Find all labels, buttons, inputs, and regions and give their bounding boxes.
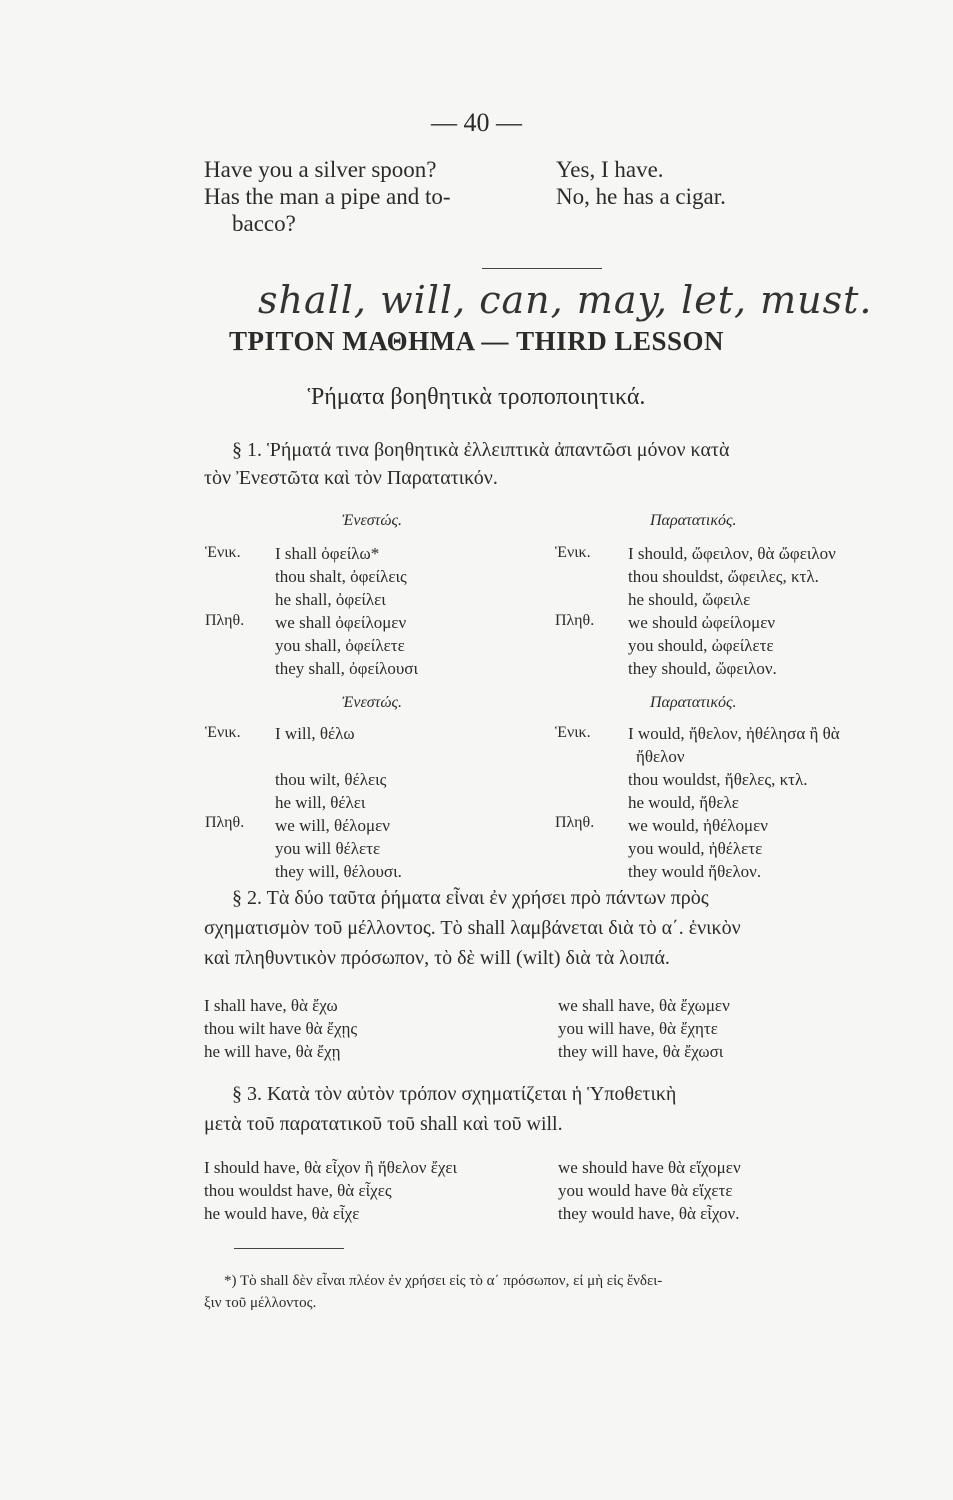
question-line: Has the man a pipe and to- bbox=[204, 184, 451, 209]
singular-label: Ἑνικ. bbox=[555, 544, 591, 561]
example-line: I should have, θὰ εἶχον ἢ ἤθελον ἔχει bbox=[204, 1158, 458, 1177]
conjugation-line: thou wouldst, ἤθελες, κτλ. bbox=[628, 770, 808, 789]
conjugation-line: we should ὠφείλομεν bbox=[628, 613, 776, 632]
example-line: we should have θὰ εἴχομεν bbox=[558, 1158, 741, 1177]
conjugation-line: thou wilt, θέλεις bbox=[275, 770, 387, 789]
singular-label: Ἑνικ. bbox=[555, 724, 591, 741]
section-3-line-2: μετὰ τοῦ παρατατικοῦ τοῦ shall καὶ τοῦ will. bbox=[204, 1113, 563, 1135]
conjugation-line: he would, ἤθελε bbox=[628, 793, 739, 812]
will-imperfect-forms bbox=[628, 768, 808, 883]
example-line: you will have, θὰ ἔχητε bbox=[558, 1019, 718, 1038]
conditional-left bbox=[204, 1156, 457, 1225]
example-line: you would have θὰ εἴχετε bbox=[558, 1181, 733, 1200]
footnote-divider bbox=[234, 1248, 344, 1249]
conjugation-line: I shall ὀφείλω* bbox=[275, 544, 380, 563]
example-line: I shall have, θὰ ἔχω bbox=[204, 996, 338, 1015]
conjugation-line: they shall, ὀφείλουσι bbox=[275, 659, 419, 678]
lesson-subtitle: Ῥήματα βοηθητικὰ τροποποιητικά. bbox=[307, 384, 646, 410]
conjugation-line: we will, θέλομεν bbox=[275, 816, 390, 835]
conjugation-line: they should, ὤφειλον. bbox=[628, 659, 777, 678]
plural-label: Πληθ. bbox=[555, 612, 595, 629]
example-line: we shall have, θὰ ἔχωμεν bbox=[558, 996, 730, 1015]
will-present-forms bbox=[275, 768, 402, 883]
section-3-line-1: § 3. Κατὰ τὸν αὐτὸν τρόπον σχηματίζεται ἡ Ὑποθετικὴ bbox=[232, 1083, 677, 1105]
conjugation-line: thou shalt, ὀφείλεις bbox=[275, 567, 407, 586]
example-line: they will have, θὰ ἔχωσι bbox=[558, 1042, 724, 1061]
conjugation-line: you should, ὠφείλετε bbox=[628, 636, 774, 655]
present-heading: Ἐνεστώς. bbox=[342, 512, 403, 529]
question-line: bacco? bbox=[232, 211, 296, 236]
shall-present-forms bbox=[275, 542, 418, 680]
section-1-line-1: § 1. Ῥήματά τινα βοηθητικὰ ἐλλειπτικὰ ἀπαντῶσι μόνον κατὰ bbox=[232, 439, 730, 461]
section-2-line-3: καὶ πληθυντικὸν πρόσωπον, τὸ δὲ will (wilt) διὰ τὰ λοιπά. bbox=[204, 947, 670, 969]
conjugation-line: he should, ὤφειλε bbox=[628, 590, 751, 609]
conjugation-line: they would ἤθελον. bbox=[628, 862, 762, 881]
example-line: thou wilt have θὰ ἔχῃς bbox=[204, 1019, 358, 1038]
question-line: Have you a silver spoon? bbox=[204, 157, 437, 182]
plural-label: Πληθ. bbox=[205, 814, 245, 831]
conjugation-line: ἤθελον bbox=[636, 747, 685, 766]
top-answers bbox=[556, 156, 726, 210]
conditional-right bbox=[558, 1156, 741, 1225]
future-left bbox=[204, 994, 357, 1063]
conjugation-line: you will θέλετε bbox=[275, 839, 381, 858]
example-line: thou wouldst have, θὰ εἶχες bbox=[204, 1181, 392, 1200]
section-2-line-1: § 2. Τὰ δύο ταῦτα ῥήματα εἶναι ἐν χρήσει πρὸ πάντων πρὸς bbox=[232, 887, 709, 909]
handwritten-note: shall, will, can, may, let, must. bbox=[258, 278, 873, 322]
future-right bbox=[558, 994, 730, 1063]
conjugation-line: we would, ἠθέλομεν bbox=[628, 816, 768, 835]
plural-label: Πληθ. bbox=[205, 612, 245, 629]
footnote-line-1: *) Τὸ shall δὲν εἶναι πλέον ἐν χρήσει εἰς τὸ α΄ πρόσωπον, εἰ μὴ εἰς ἔνδει- bbox=[224, 1273, 663, 1289]
example-line: he will have, θὰ ἔχῃ bbox=[204, 1042, 341, 1061]
conjugation-line: I will, θέλω bbox=[275, 724, 355, 743]
conjugation-line: you would, ἠθέλετε bbox=[628, 839, 763, 858]
answer-line: Yes, I have. bbox=[556, 157, 664, 182]
present-heading: Ἐνεστώς. bbox=[342, 694, 403, 711]
conjugation-line: he will, θέλει bbox=[275, 793, 366, 812]
shall-imperfect-forms bbox=[628, 542, 836, 680]
page-number: — 40 — bbox=[431, 108, 522, 137]
singular-label: Ἑνικ. bbox=[205, 724, 241, 741]
section-1-line-2: τὸν Ἐνεστῶτα καὶ τὸν Παρατατικόν. bbox=[204, 467, 498, 489]
answer-line: No, he has a cigar. bbox=[556, 184, 726, 209]
conjugation-line: they will, θέλουσι. bbox=[275, 862, 402, 881]
lesson-title: ΤΡΙΤΟΝ ΜΑΘΗΜΑ — THIRD LESSON bbox=[228, 326, 724, 356]
plural-label: Πληθ. bbox=[555, 814, 595, 831]
conjugation-line: we shall ὀφείλομεν bbox=[275, 613, 407, 632]
footnote-line-2: ξιν τοῦ μέλλοντος. bbox=[204, 1295, 317, 1311]
imperfect-heading: Παρατατικός. bbox=[650, 512, 737, 529]
singular-label: Ἑνικ. bbox=[205, 544, 241, 561]
conjugation-line: thou shouldst, ὤφειλες, κτλ. bbox=[628, 567, 819, 586]
divider bbox=[482, 268, 602, 269]
imperfect-heading: Παρατατικός. bbox=[650, 694, 737, 711]
conjugation-line: I would, ἤθελον, ἠθέλησα ἢ θὰ bbox=[628, 724, 840, 743]
top-questions bbox=[204, 156, 451, 237]
section-2-line-2: σχηματισμὸν τοῦ μέλλοντος. Τὸ shall λαμβάνεται διὰ τὸ α΄. ἑνικὸν bbox=[204, 917, 741, 939]
example-line: he would have, θὰ εἶχε bbox=[204, 1204, 360, 1223]
conjugation-line: I should, ὤφειλον, θὰ ὤφειλον bbox=[628, 544, 836, 563]
conjugation-line: he shall, ὀφείλει bbox=[275, 590, 386, 609]
example-line: they would have, θὰ εἶχον. bbox=[558, 1204, 740, 1223]
conjugation-line: you shall, ὀφείλετε bbox=[275, 636, 405, 655]
